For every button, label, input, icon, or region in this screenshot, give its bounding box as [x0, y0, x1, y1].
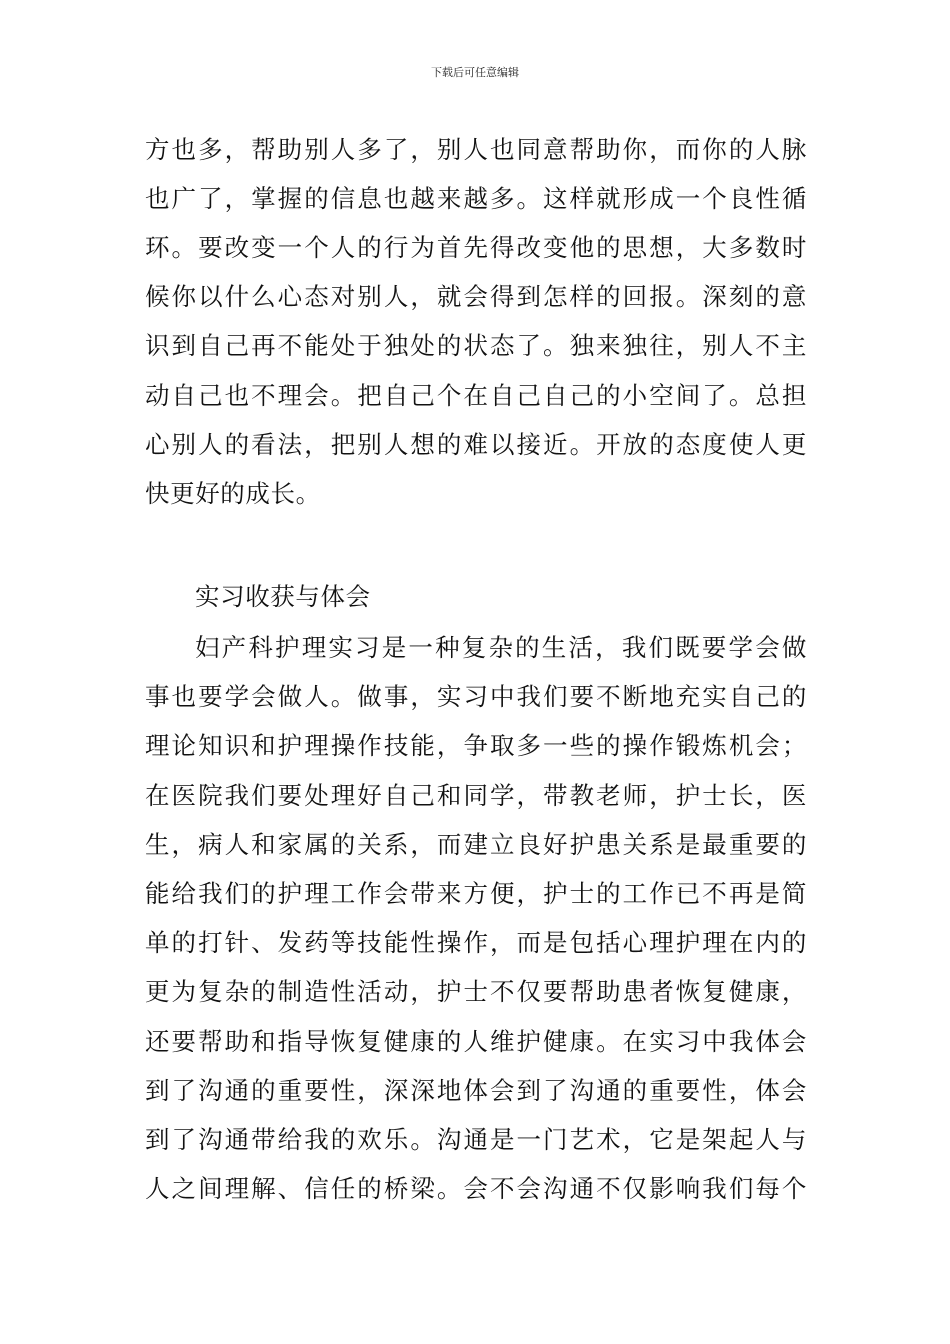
paragraph-line: 妇产科护理实习是一种复杂的生活，我们既要学会做: [195, 633, 807, 662]
paragraph-line: 快更好的成长。: [145, 479, 321, 508]
header-note: 下载后可任意编辑: [431, 66, 519, 79]
paragraph-line: 识到自己再不能处于独处的状态了。独来独往，别人不主: [145, 331, 807, 360]
paragraph-line: 心别人的看法，把别人想的难以接近。开放的态度使人更: [145, 430, 807, 459]
paragraph-line: 环。要改变一个人的行为首先得改变他的思想，大多数时: [145, 233, 807, 262]
paragraph-line: 候你以什么心态对别人，就会得到怎样的回报。深刻的意: [145, 282, 807, 311]
paragraph-line: 在医院我们要处理好自己和同学，带教老师，护士长，医: [145, 781, 807, 810]
section-heading: 实习收获与体会: [195, 582, 371, 611]
paragraph-line: 理论知识和护理操作技能，争取多一些的操作锻炼机会；: [145, 731, 807, 760]
paragraph-line: 能给我们的护理工作会带来方便，护士的工作已不再是简: [145, 879, 807, 908]
paragraph-line: 生，病人和家属的关系，而建立良好护患关系是最重要的: [145, 830, 807, 859]
paragraph-line: 人之间理解、信任的桥梁。会不会沟通不仅影响我们每个: [145, 1174, 807, 1203]
paragraph-line: 更为复杂的制造性活动，护士不仅要帮助患者恢复健康，: [145, 977, 807, 1006]
paragraph-line: 到了沟通带给我的欢乐。沟通是一门艺术，它是架起人与: [145, 1125, 807, 1154]
paragraph-line: 方也多，帮助别人多了，别人也同意帮助你，而你的人脉: [145, 135, 807, 164]
paragraph-line: 单的打针、发药等技能性操作，而是包括心理护理在内的: [145, 928, 807, 957]
paragraph-line: 事也要学会做人。做事，实习中我们要不断地充实自己的: [145, 682, 807, 711]
paragraph-line: 还要帮助和指导恢复健康的人维护健康。在实习中我体会: [145, 1027, 807, 1056]
paragraph-line: 也广了，掌握的信息也越来越多。这样就形成一个良性循: [145, 184, 807, 213]
paragraph-line: 到了沟通的重要性，深深地体会到了沟通的重要性，体会: [145, 1076, 807, 1105]
paragraph-line: 动自己也不理会。把自己个在自己自己的小空间了。总担: [145, 381, 807, 410]
